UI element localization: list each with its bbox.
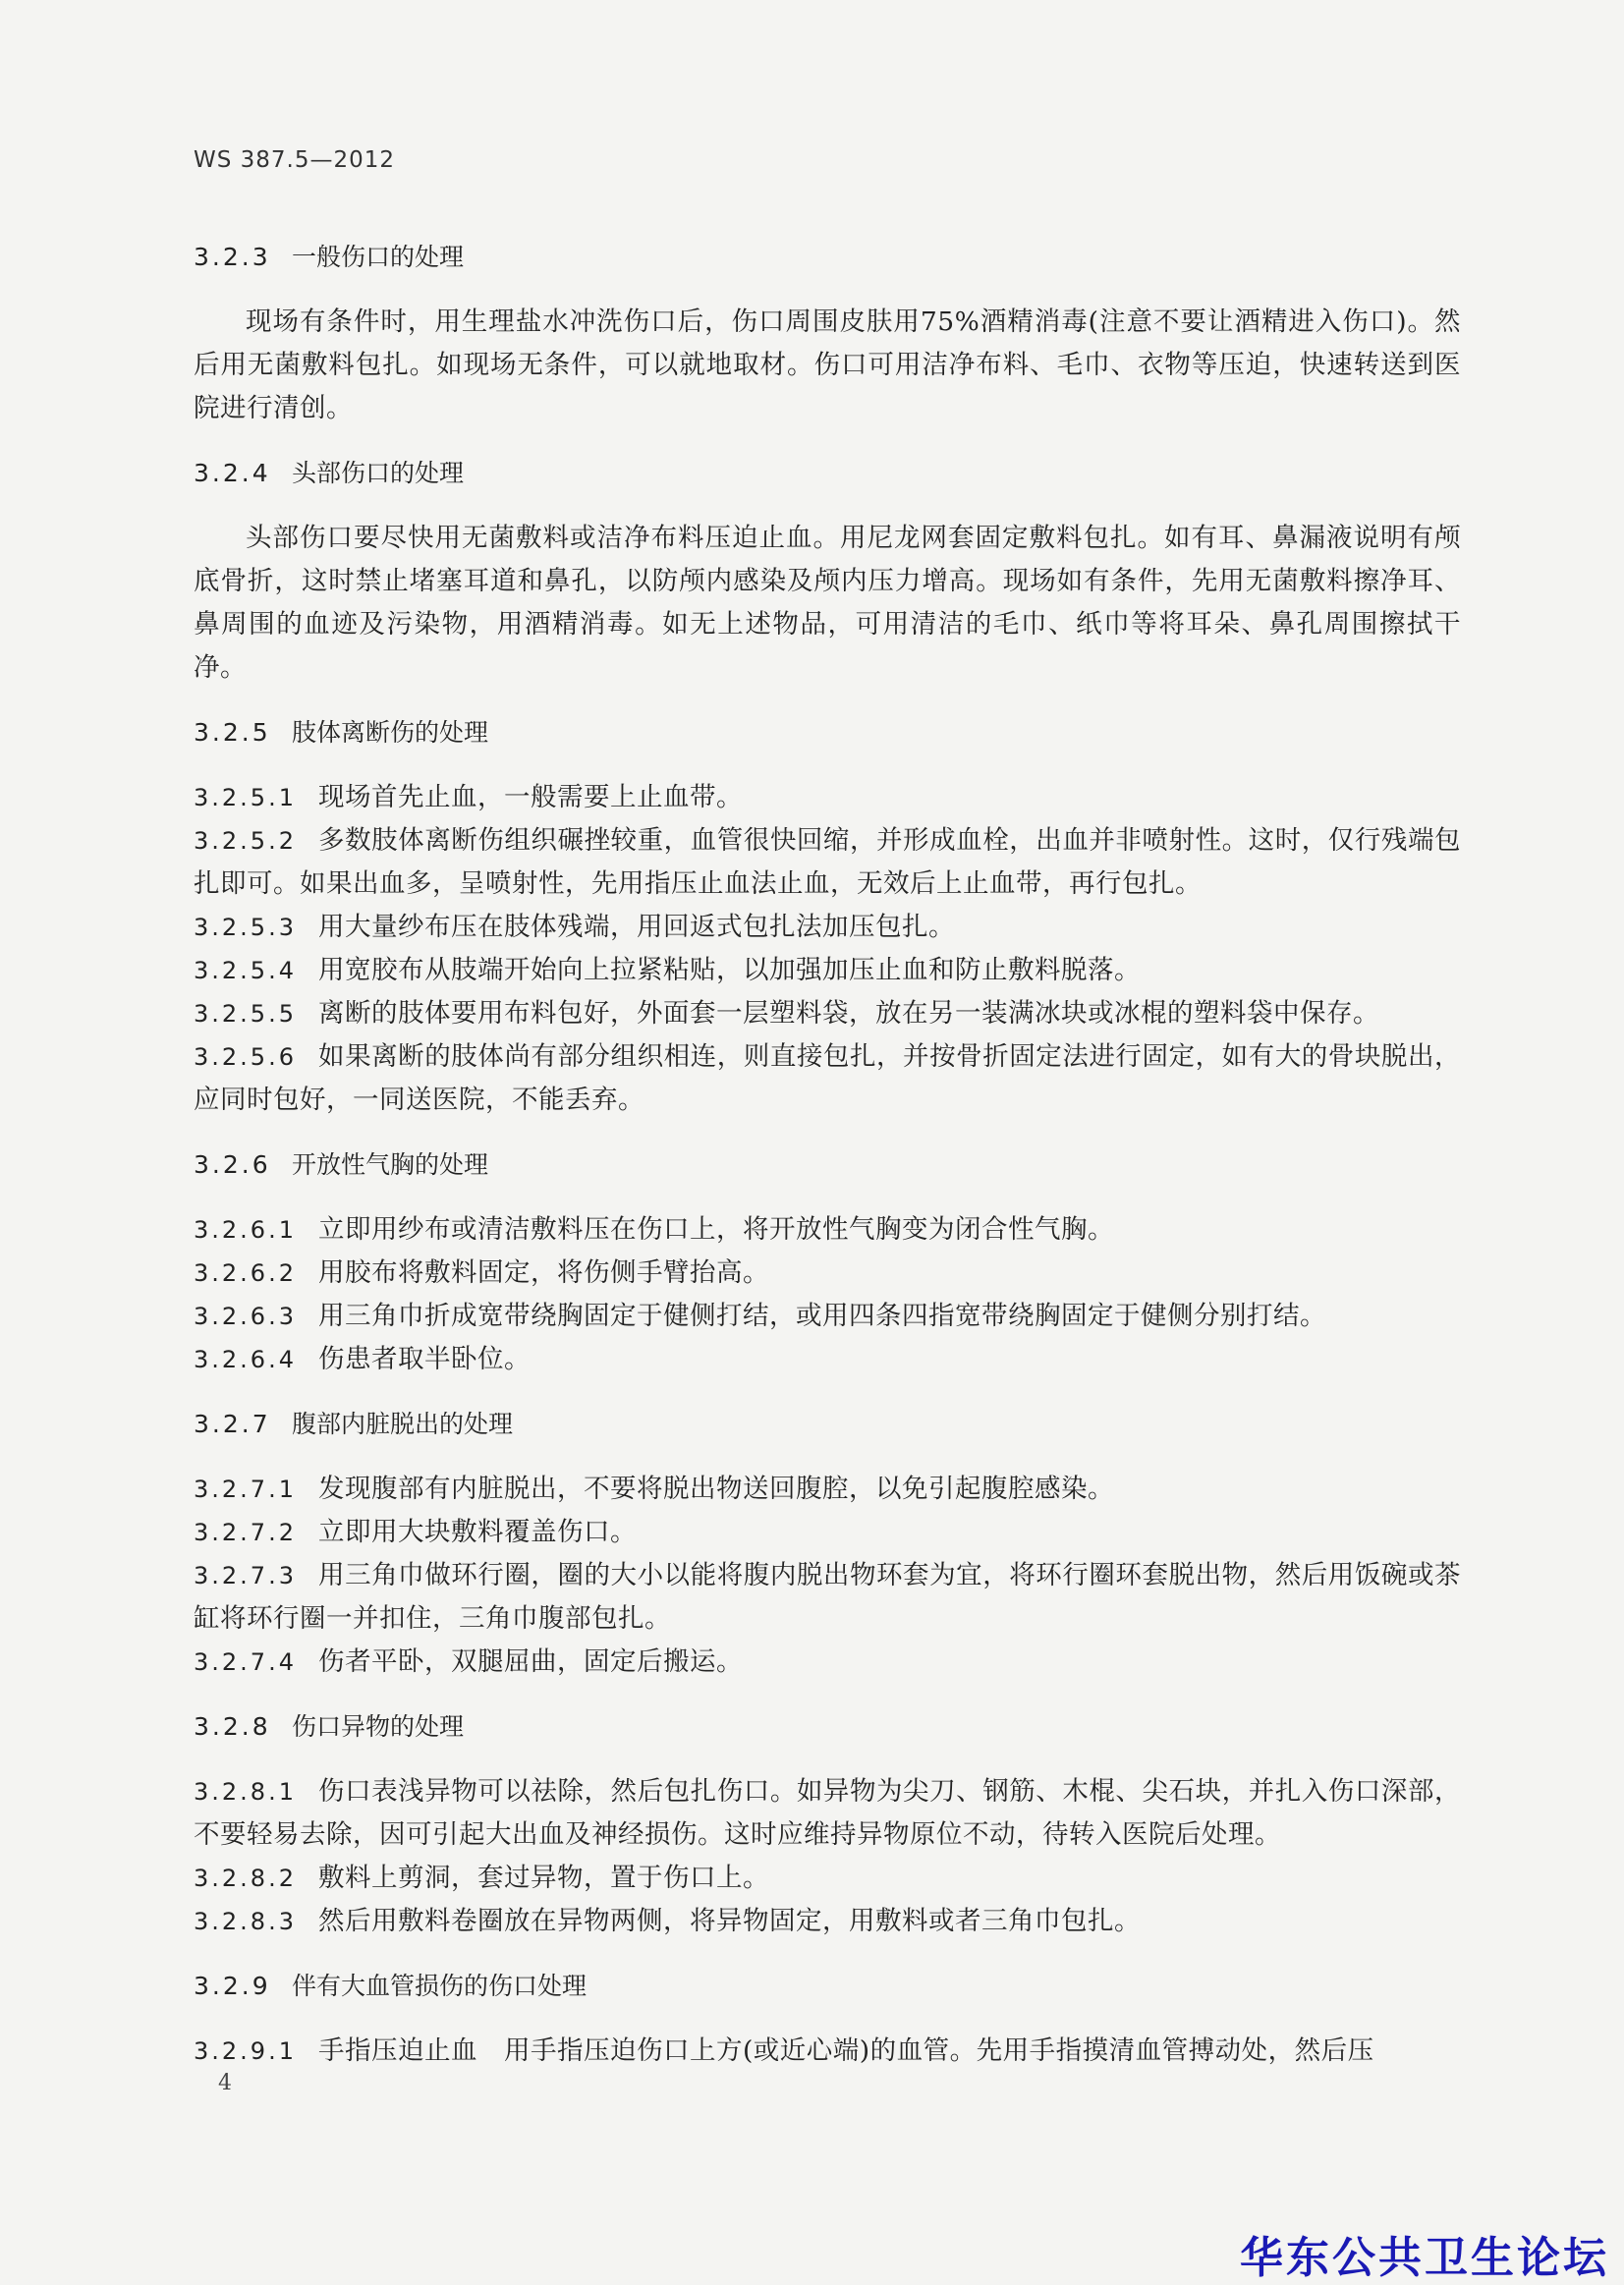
section-heading-3-2-7	[194, 1403, 1461, 1446]
item-number: 3.2.7.1	[194, 1476, 297, 1503]
item-number: 3.2.8.2	[194, 1865, 297, 1892]
subsection-list	[194, 1208, 1461, 1381]
list-item	[194, 906, 1461, 949]
section-title: 肢体离断伤的处理	[292, 718, 489, 747]
item-text: 手指压迫止血 用手指压迫伤口上方(或近心端)的血管。先用手指摸清血管搏动处，然后压	[317, 2035, 1374, 2066]
item-text: 用三角巾做环行圈，圈的大小以能将腹内脱出物环套为宜，将环行圈环套脱出物，然后用饭碗或茶缸将环行圈一并扣住，三角巾腹部包扎。	[194, 1560, 1461, 1634]
list-item	[194, 1554, 1461, 1641]
section-paragraph: 现场有条件时，用生理盐水冲洗伤口后，伤口周围皮肤用75%酒精消毒(注意不要让酒精进入伤口)。然后用无菌敷料包扎。如现场无条件，可以就地取材。伤口可用洁净布料、毛巾、衣物等压迫，快速转送到医院进行清创。	[194, 307, 1461, 423]
item-number: 3.2.5.4	[194, 957, 297, 984]
standard-code: WS 387.5—2012	[194, 147, 396, 173]
list-item	[194, 776, 1461, 819]
list-item	[194, 1857, 1461, 1900]
list-item	[194, 1208, 1461, 1252]
section-title: 伤口异物的处理	[292, 1712, 465, 1741]
list-item	[194, 1511, 1461, 1554]
item-text: 伤口表浅异物可以祛除，然后包扎伤口。如异物为尖刀、钢筋、木棍、尖石块，并扎入伤口深部，不要轻易去除，因可引起大出血及神经损伤。这时应维持异物原位不动，待转入医院后处理。	[194, 1776, 1461, 1850]
item-text: 发现腹部有内脏脱出，不要将脱出物送回腹腔，以免引起腹腔感染。	[317, 1474, 1114, 1504]
section-paragraph: 头部伤口要尽快用无菌敷料或洁净布料压迫止血。用尼龙网套固定敷料包扎。如有耳、鼻漏液说明有颅底骨折，这时禁止堵塞耳道和鼻孔，以防颅内感染及颅内压力增高。现场如有条件，先用无菌敷料擦净耳、鼻周围的血迹及污染物，用酒精消毒。如无上述物品，可用清洁的毛巾、纸巾等将耳朵、鼻孔周围擦拭干净。	[194, 523, 1461, 683]
section-heading-3-2-5	[194, 711, 1461, 754]
item-text: 伤患者取半卧位。	[317, 1344, 531, 1374]
item-text: 然后用敷料卷圈放在异物两侧，将异物固定，用敷料或者三角巾包扎。	[317, 1906, 1141, 1936]
item-text: 离断的肢体要用布料包好，外面套一层塑料袋，放在另一装满冰块或冰棍的塑料袋中保存。	[317, 998, 1379, 1029]
subsection-list	[194, 2030, 1461, 2073]
page-number: 4	[218, 2071, 232, 2095]
section-title: 一般伤口的处理	[292, 243, 465, 271]
item-number: 3.2.5.3	[194, 914, 297, 941]
document-body	[194, 236, 1461, 2094]
item-number: 3.2.8.3	[194, 1908, 297, 1935]
section-title: 腹部内脏脱出的处理	[292, 1410, 514, 1438]
list-item	[194, 1035, 1461, 1122]
item-text: 如果离断的肢体尚有部分组织相连，则直接包扎，并按骨折固定法进行固定，如有大的骨块脱出，应同时包好，一同送医院，不能丢弃。	[194, 1041, 1461, 1115]
item-number: 3.2.6.3	[194, 1303, 297, 1330]
item-text: 现场首先止血，一般需要上止血带。	[317, 782, 743, 812]
item-number: 3.2.5.1	[194, 784, 297, 811]
section-heading-3-2-6	[194, 1143, 1461, 1187]
item-number: 3.2.5.5	[194, 1000, 297, 1028]
item-text: 敷料上剪洞，套过异物，置于伤口上。	[317, 1863, 769, 1893]
section-heading-3-2-8	[194, 1705, 1461, 1749]
section-number: 3.2.5	[194, 718, 271, 747]
subsection-list	[194, 1770, 1461, 1943]
item-number: 3.2.7.3	[194, 1562, 297, 1589]
item-text: 用大量纱布压在肢体残端，用回返式包扎法加压包扎。	[317, 912, 955, 942]
item-number: 3.2.9.1	[194, 2037, 297, 2065]
subsection-list	[194, 776, 1461, 1122]
section-number: 3.2.9	[194, 1972, 271, 2000]
section-heading-3-2-4	[194, 452, 1461, 495]
section-heading-3-2-9	[194, 1965, 1461, 2008]
list-item	[194, 1338, 1461, 1381]
section-title: 伴有大血管损伤的伤口处理	[292, 1972, 588, 2000]
item-text: 多数肢体离断伤组织碾挫较重，血管很快回缩，并形成血栓，出血并非喷射性。这时，仅行残端包扎即可。如果出血多，呈喷射性，先用指压止血法止血，无效后上止血带，再行包扎。	[194, 825, 1461, 899]
item-number: 3.2.6.1	[194, 1216, 297, 1244]
list-item	[194, 992, 1461, 1035]
item-number: 3.2.6.2	[194, 1259, 297, 1287]
list-item	[194, 949, 1461, 992]
item-text: 用三角巾折成宽带绕胸固定于健侧打结，或用四条四指宽带绕胸固定于健侧分别打结。	[317, 1301, 1326, 1331]
item-number: 3.2.5.2	[194, 827, 297, 855]
section-number: 3.2.8	[194, 1712, 271, 1741]
item-number: 3.2.6.4	[194, 1346, 297, 1373]
list-item	[194, 1295, 1461, 1338]
section-title: 开放性气胸的处理	[292, 1150, 489, 1179]
item-text: 用胶布将敷料固定，将伤侧手臂抬高。	[317, 1257, 769, 1288]
item-number: 3.2.8.1	[194, 1778, 297, 1806]
list-item	[194, 1468, 1461, 1511]
list-item	[194, 1900, 1461, 1943]
section-heading-3-2-3	[194, 236, 1461, 279]
item-text: 用宽胶布从肢端开始向上拉紧粘贴，以加强加压止血和防止敷料脱落。	[317, 955, 1141, 985]
item-text: 立即用大块敷料覆盖伤口。	[317, 1517, 637, 1547]
section-number: 3.2.3	[194, 243, 271, 271]
item-number: 3.2.7.4	[194, 1648, 297, 1676]
list-item	[194, 1641, 1461, 1684]
section-number: 3.2.7	[194, 1410, 271, 1438]
subsection-list	[194, 1468, 1461, 1684]
item-text: 立即用纱布或清洁敷料压在伤口上，将开放性气胸变为闭合性气胸。	[317, 1214, 1114, 1245]
list-item	[194, 1252, 1461, 1295]
list-item	[194, 2030, 1461, 2073]
item-number: 3.2.5.6	[194, 1043, 297, 1071]
section-number: 3.2.6	[194, 1150, 271, 1179]
section-number: 3.2.4	[194, 459, 271, 487]
list-item	[194, 1770, 1461, 1857]
item-text: 伤者平卧，双腿屈曲，固定后搬运。	[317, 1646, 743, 1677]
list-item	[194, 819, 1461, 906]
section-title: 头部伤口的处理	[292, 459, 465, 487]
item-number: 3.2.7.2	[194, 1519, 297, 1546]
forum-watermark: 华东公共卫生论坛	[1240, 2233, 1609, 2283]
